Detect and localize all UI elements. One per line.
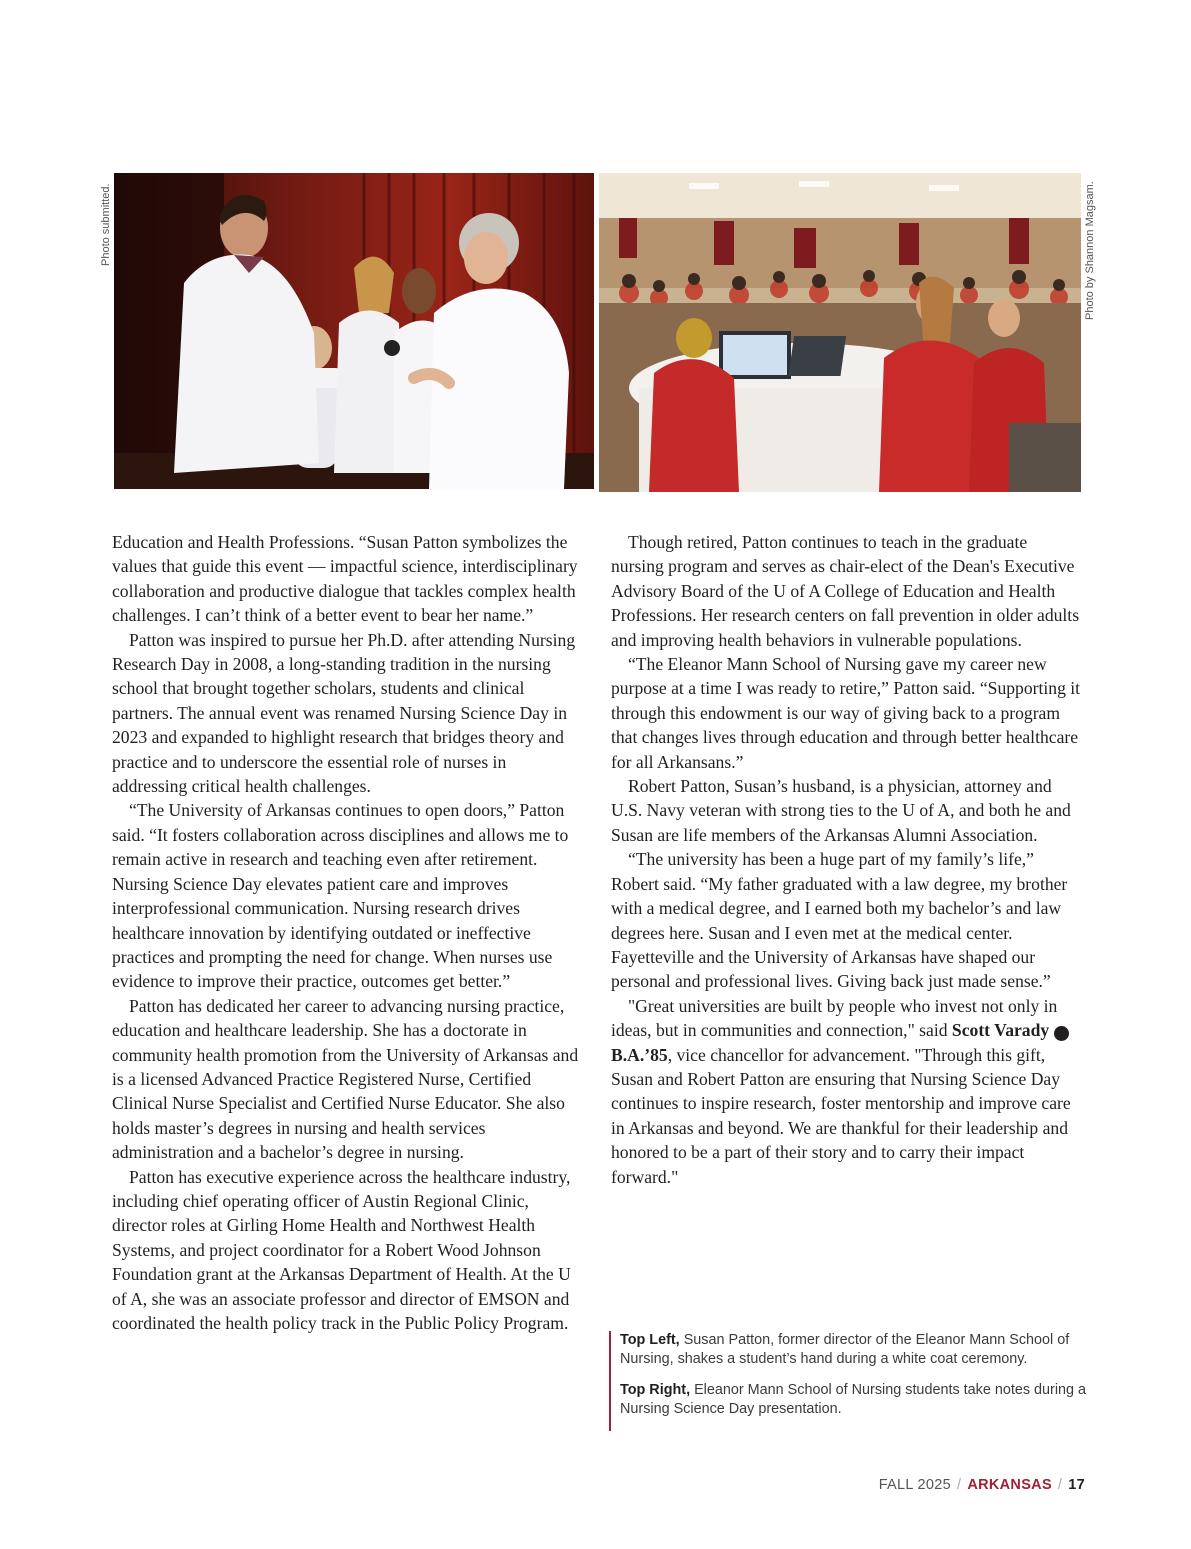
photo-nursing-science-day (599, 173, 1081, 492)
caption-text: Susan Patton, former director of the Eleanor Mann School of Nursing, shakes a student’s hand during a white coat ceremony. (620, 1332, 1070, 1367)
quote-intro: "Great universities are built by people who invest not only in ideas, but in communities and connection," said (611, 995, 1058, 1041)
photo-white-coat-ceremony (114, 173, 594, 489)
page-number: 17 (1068, 1477, 1085, 1493)
alumni-degree: B.A.’85 (611, 1044, 668, 1065)
article-paragraph: Robert Patton, Susan’s husband, is a physician, attorney and U.S. Navy veteran with strong ties to the U of A, and both he and Susan are life members of the Arkansas Alumni Association. (611, 776, 1071, 845)
article-paragraph: “The Eleanor Mann School of Nursing gave my career new purpose at a time I was ready to retire,” Patton said. “Supporting it through this endowment is our way of giving back to a program that changes lives through education and through better healthcare for all Arkansans.” (611, 654, 1081, 772)
caption-text: Eleanor Mann School of Nursing students take notes during a Nursing Science Day presentation. (620, 1382, 1087, 1417)
caption-label: Top Left, (620, 1332, 680, 1348)
photo-captions (609, 1331, 1094, 1431)
article-paragraph: Patton has dedicated her career to advancing nursing practice, education and healthcare leadership. She has a doctorate in community health promotion from the University of Arkansas and is a licensed Advanced Practice Registered Nurse, Certified Clinical Nurse Specialist and Certified Nurse Educator. She also holds master’s degrees in nursing and health services administration and a bachelor’s degree in nursing. (112, 995, 579, 1163)
quote-body: , vice chancellor for advancement. "Through this gift, Susan and Robert Patton are ensuring that Nursing Science Day continues to inspire research, foster mentorship and improve care in Arkansas and beyond. We are thankful for their leadership and honored to be a part of their story and to carry their impact forward." (611, 1044, 1071, 1187)
article-paragraph: “The university has been a huge part of my family’s life,” Robert said. “My father graduated with a law degree, my brother with a medical degree, and I earned both my bachelor’s and law degrees here. Susan and I even met at the medical center. Fayetteville and the University of Arkansas have shaped our personal and professional lives. Giving back just made sense.” (611, 849, 1068, 992)
article-paragraph: Though retired, Patton continues to teach in the graduate nursing program and serves as chair-elect of the Dean's Executive Advisory Board of the U of A College of Education and Health Professions. Her research centers on fall prevention in older adults and improving health behaviors in vulnerable populations. (611, 532, 1080, 650)
footer-season: FALL 2025 (878, 1477, 951, 1493)
page-footer (879, 1477, 1085, 1493)
footer-separator: / (957, 1477, 962, 1493)
caption-top-left (620, 1331, 1094, 1369)
photo-credit-right: Photo by Shannon Magsam. (1084, 181, 1096, 320)
article-paragraph: Education and Health Professions. “Susan Patton symbolizes the values that guide this event — impactful science, interdisciplinary collaboration and productive dialogue that tackles complex health challenges. I can’t think of a better event to bear her name.” (112, 532, 578, 626)
caption-label: Top Right, (620, 1382, 691, 1398)
article-column-right (611, 530, 1081, 1189)
article-paragraph (611, 994, 1081, 1189)
footer-magazine-name: ARKANSAS (967, 1477, 1052, 1493)
article-paragraph: Patton was inspired to pursue her Ph.D. after attending Nursing Research Day in 2008, a long-standing tradition in the nursing school that brought together scholars, students and clinical partners. The annual event was renamed Nursing Science Day in 2023 and expanded to highlight research that bridges theory and practice and to underscore the essential role of nurses in addressing critical health challenges. (112, 629, 576, 797)
caption-top-right (620, 1381, 1094, 1419)
footer-separator: / (1057, 1477, 1063, 1493)
article-column-left (112, 530, 582, 1335)
photo-credit-left: Photo submitted. (100, 183, 112, 266)
alumni-name: Scott Varady (951, 1020, 1050, 1041)
article-paragraph: Patton has executive experience across the healthcare industry, including chief operating officer of Austin Regional Clinic, director roles at Girling Home Health and Northwest Health Systems, and project coordinator for a Robert Wood Johnson Foundation grant at the Arkansas Department of Health. At the U of A, she was an associate professor and director of EMSON and coordinated the health policy track in the Public Policy Program. (112, 1166, 571, 1333)
article-paragraph: “The University of Arkansas continues to open doors,” Patton said. “It fosters collaboration across disciplines and allows me to remain active in research and teaching even after retirement. Nursing Science Day elevates patient care and improves interprofessional communication. Nursing research drives healthcare innovation by identifying outdated or ineffective practices and prompting the need for change. When nurses use evidence to improve their practice, outcomes get better.” (112, 800, 569, 992)
alumni-star-icon: ✪ (1054, 1026, 1069, 1041)
